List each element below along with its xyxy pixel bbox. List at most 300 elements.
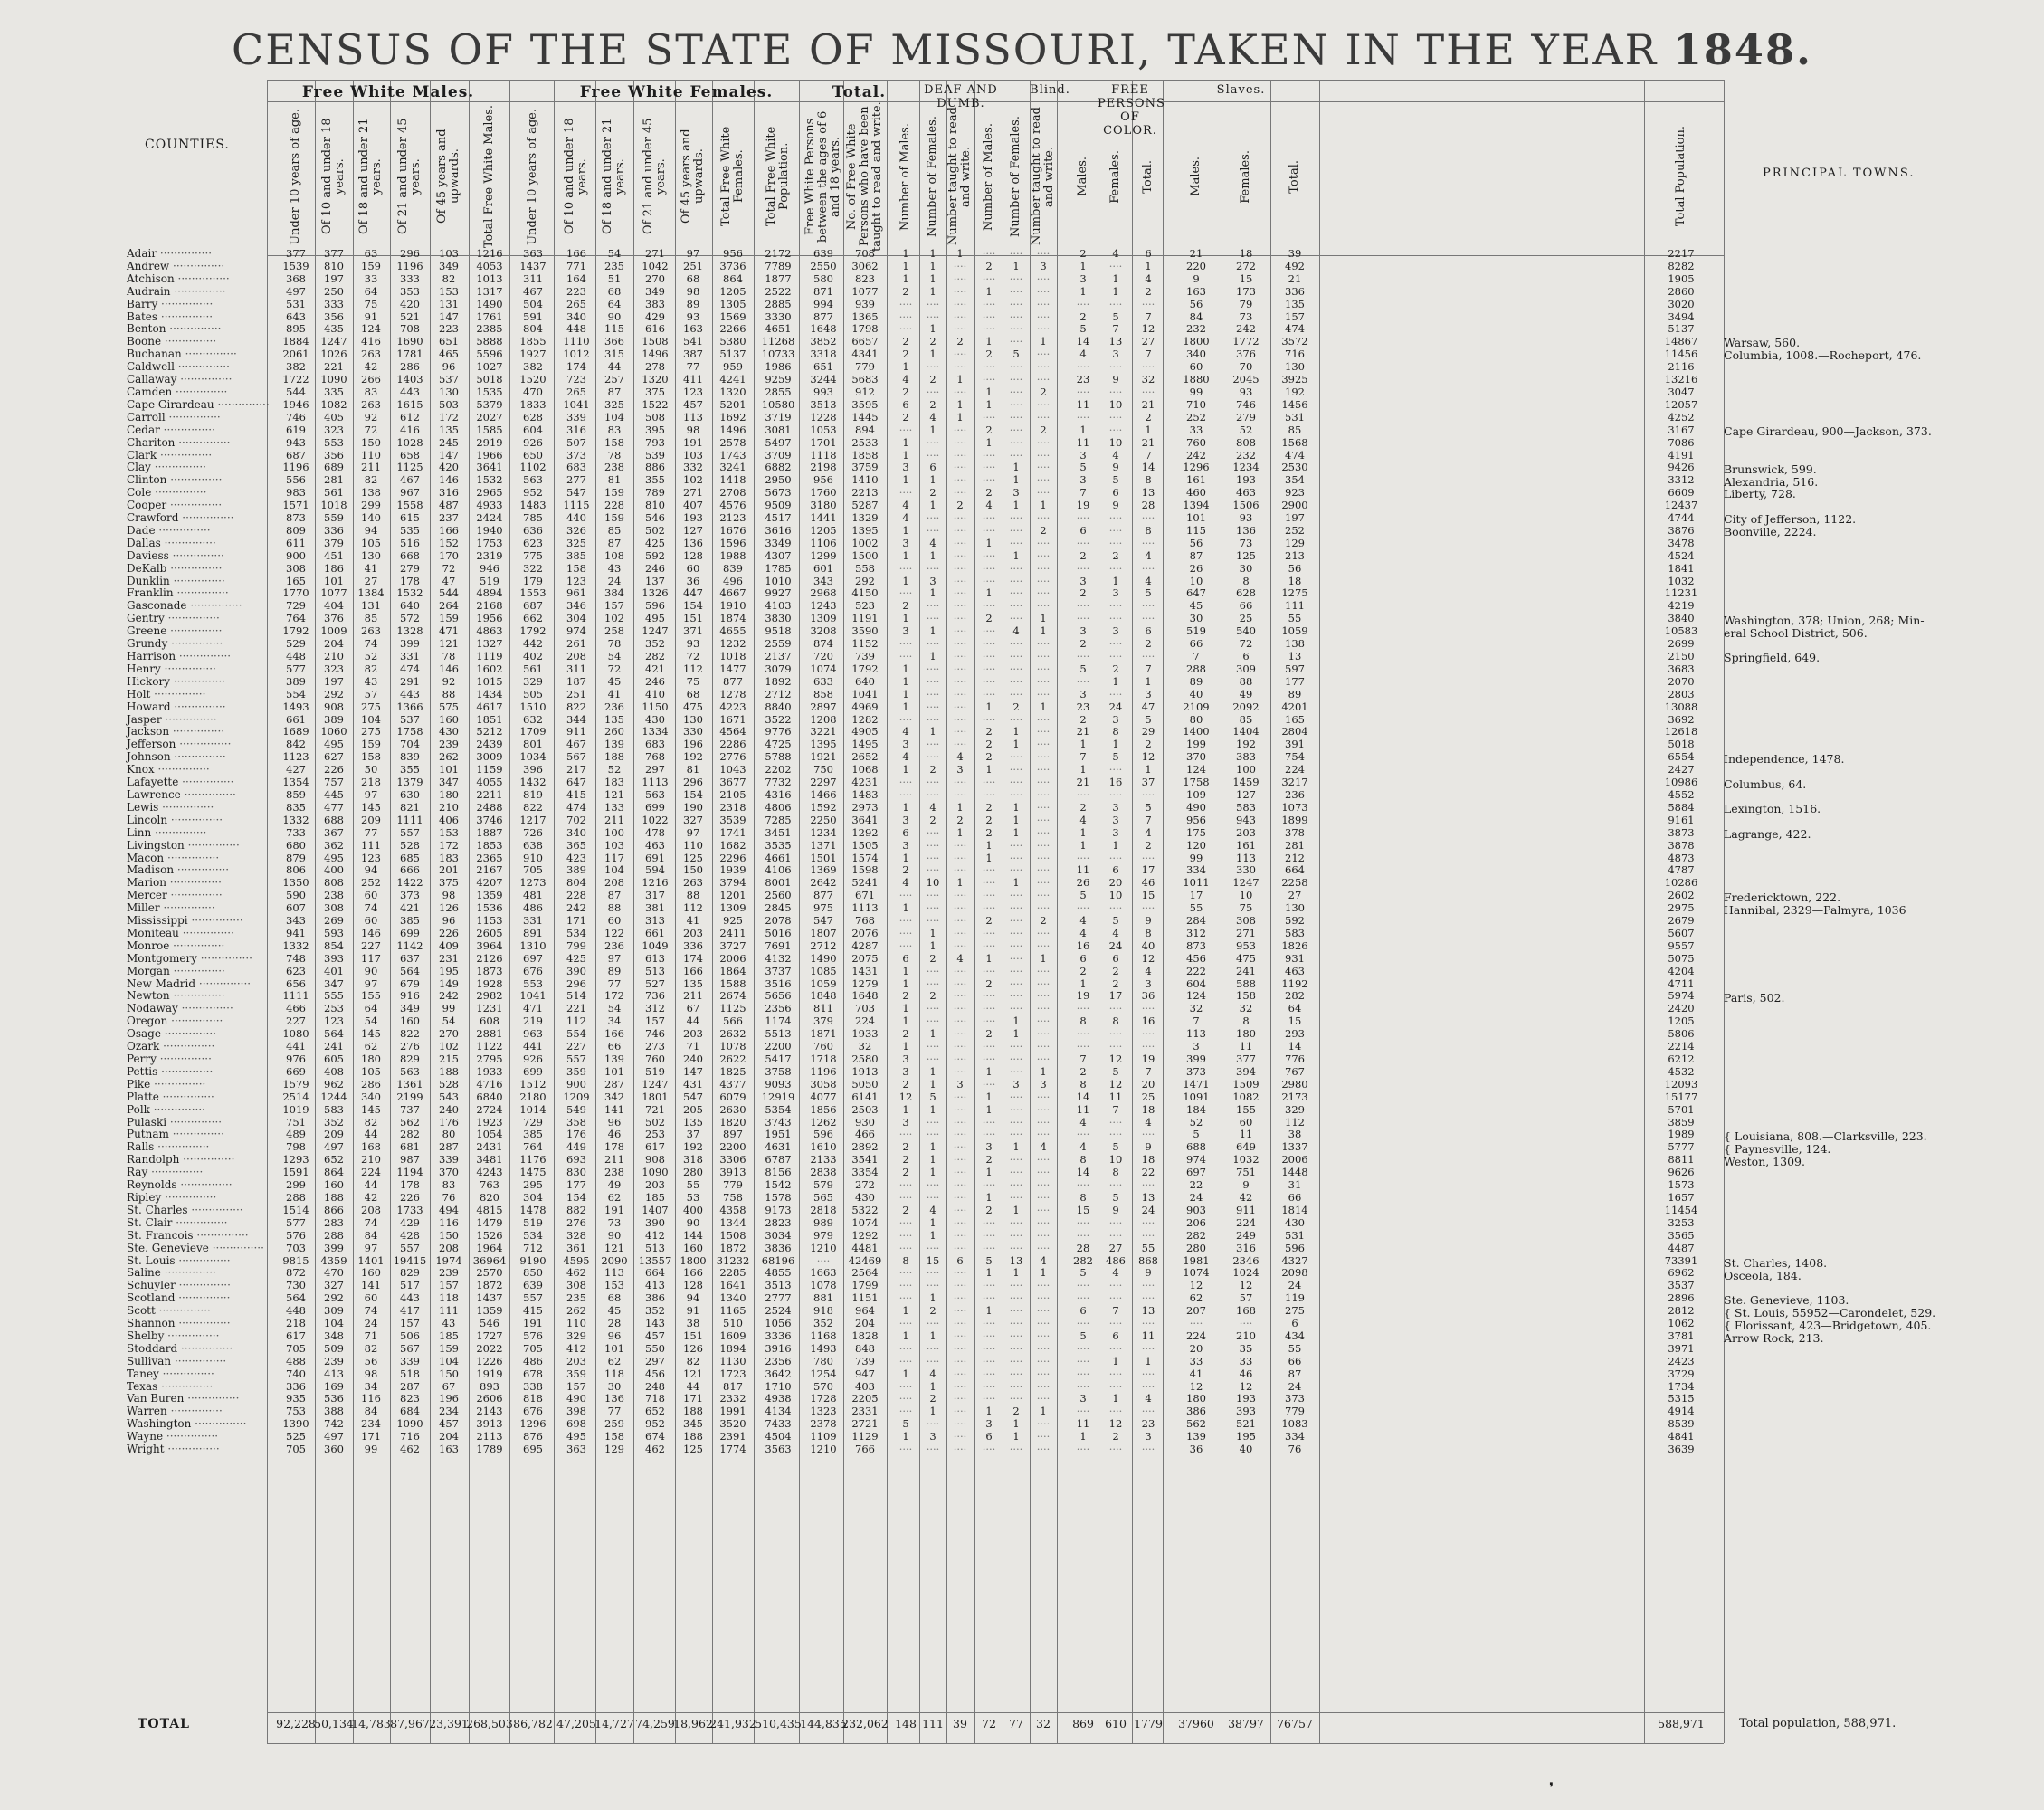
table-cell: 197	[1285, 511, 1305, 525]
table-cell: 116	[361, 1392, 381, 1405]
table-cell: 2488	[476, 800, 503, 814]
table-cell: 38	[686, 1317, 700, 1330]
table-cell: 594	[645, 863, 665, 877]
table-cell: 21	[1189, 247, 1203, 260]
table-cell: 1205	[719, 284, 746, 298]
table-cell: 918	[813, 1304, 833, 1318]
table-cell: 557	[523, 1291, 543, 1305]
table-cell: 349	[439, 259, 459, 272]
table-cell: ····	[1036, 360, 1051, 374]
table-cell: 1800	[1183, 335, 1210, 348]
table-cell: 2897	[810, 700, 837, 713]
table-cell: ····	[1076, 561, 1090, 575]
table-cell: 702	[566, 813, 586, 826]
column-heading: Free White Persons between the ages of 6 and 18 years.	[803, 110, 842, 243]
table-cell: 62	[607, 1354, 622, 1367]
table-cell: 336	[324, 523, 344, 537]
table-cell: ····	[926, 612, 940, 625]
table-cell: 1933	[476, 1064, 503, 1078]
table-cell: ····	[1036, 1354, 1051, 1367]
table-cell: 1772	[1232, 335, 1260, 348]
table-cell: ····	[898, 1190, 913, 1204]
table-cell: 956	[1186, 813, 1206, 826]
table-cell: 730	[286, 1279, 306, 1292]
table-cell: 2076	[851, 926, 879, 939]
table-cell: ····	[898, 889, 913, 902]
table-cell: 766	[855, 1443, 875, 1456]
table-cell: 2	[985, 725, 993, 738]
table-cell: 3	[1012, 486, 1020, 500]
table-cell: 44	[364, 1128, 378, 1141]
table-cell: 555	[324, 989, 344, 1003]
table-cell: ····	[1036, 297, 1051, 310]
table-cell: 172	[604, 989, 624, 1003]
table-cell: 15	[1141, 889, 1155, 902]
table-cell: 281	[1285, 838, 1305, 852]
table-cell: 143	[645, 1317, 665, 1330]
table-cell: 345	[683, 1417, 703, 1431]
table-cell: 2	[1040, 385, 1047, 398]
table-cell: 1022	[642, 813, 669, 826]
table-cell: ····	[1009, 435, 1023, 449]
table-cell: 1	[902, 964, 909, 977]
table-cell: ····	[1036, 1304, 1051, 1318]
table-cell: 930	[855, 1115, 875, 1129]
table-cell: 1	[902, 674, 909, 688]
table-cell: 187	[566, 674, 586, 688]
county-name: Linn ···············	[127, 825, 207, 839]
table-cell: 1535	[476, 385, 503, 398]
table-cell: 384	[604, 586, 624, 600]
table-cell: 1344	[719, 1215, 746, 1229]
table-cell: 767	[1285, 1064, 1305, 1078]
table-cell: 210	[324, 650, 344, 662]
table-cell: 2578	[719, 435, 746, 449]
table-cell: 1910	[719, 599, 746, 613]
table-cell: 2168	[476, 599, 503, 613]
table-cell: 3244	[810, 373, 837, 386]
table-cell: 239	[324, 1354, 344, 1367]
table-cell: 789	[645, 486, 665, 500]
table-cell: ····	[1141, 1027, 1155, 1041]
table-cell: 347	[439, 776, 459, 789]
table-cell: 1	[902, 473, 909, 487]
table-cell: ····	[1141, 561, 1155, 575]
table-cell: 5	[1012, 348, 1020, 361]
table-cell: 329	[1285, 1102, 1305, 1116]
table-cell: ····	[1009, 1354, 1023, 1367]
table-cell: 174	[566, 360, 586, 374]
table-cell: 157	[1285, 310, 1305, 323]
table-cell: ····	[953, 1241, 967, 1254]
table-cell: 1	[1012, 738, 1020, 751]
table-cell: ····	[982, 1115, 996, 1129]
table-cell: 116	[439, 1215, 459, 1229]
table-cell: 78	[442, 650, 456, 662]
table-cell: 2965	[476, 486, 503, 500]
table-cell: 605	[324, 1053, 344, 1065]
table-cell: 740	[286, 1367, 306, 1380]
table-cell: 703	[855, 1002, 875, 1015]
table-cell: 11	[1076, 397, 1090, 411]
table-cell: 3336	[765, 1329, 792, 1342]
table-cell: 1	[1112, 674, 1119, 688]
table-cell: ····	[982, 461, 996, 474]
table-cell: 96	[607, 1115, 622, 1129]
data-column	[635, 248, 675, 1456]
table-cell: 20	[1108, 876, 1123, 890]
table-cell: 277	[566, 473, 586, 487]
table-cell: 5050	[851, 1077, 879, 1091]
table-cell: 699	[645, 800, 665, 814]
table-cell: ····	[982, 511, 996, 525]
table-cell: 859	[286, 787, 306, 801]
table-cell: 5016	[765, 926, 792, 939]
table-cell: 4595	[563, 1253, 590, 1267]
table-cell: 8	[1242, 574, 1250, 587]
table-cell: 90	[607, 1228, 622, 1242]
table-cell: 2	[1112, 964, 1119, 977]
table-cell: 2	[1145, 738, 1152, 751]
table-cell: 367	[324, 825, 344, 839]
principal-town: St. Charles, 1408.	[1724, 1255, 1828, 1270]
county-name: St. Francois ···············	[127, 1228, 249, 1242]
table-cell: 799	[566, 938, 586, 952]
table-cell: 1176	[519, 1153, 547, 1167]
table-cell: 1	[929, 259, 936, 272]
table-cell: 204	[324, 637, 344, 651]
ink-mark: ❜	[1549, 1779, 1554, 1796]
table-cell: 5683	[851, 373, 879, 386]
table-cell: ····	[953, 863, 967, 877]
table-cell: 4231	[851, 776, 879, 789]
table-cell: 130	[361, 548, 381, 562]
table-cell: 608	[480, 1015, 499, 1028]
table-cell: 2022	[476, 1341, 503, 1355]
county-name: Wright ···············	[127, 1443, 220, 1456]
table-cell: 12	[898, 1090, 913, 1103]
table-cell: 3878	[1668, 838, 1695, 852]
table-cell: 3009	[476, 750, 503, 764]
data-column	[391, 248, 429, 1456]
table-cell: 1	[902, 612, 909, 625]
table-cell: 340	[566, 825, 586, 839]
county-name: Knox ···············	[127, 763, 210, 776]
table-cell: 1770	[282, 586, 309, 600]
table-cell: 4	[902, 876, 909, 890]
table-cell: 6	[1112, 863, 1119, 877]
table-cell: ····	[1141, 1279, 1155, 1292]
table-cell: 201	[439, 863, 459, 877]
table-cell: 2	[1145, 637, 1152, 651]
table-cell: 4	[929, 536, 936, 549]
table-cell: 386	[645, 1291, 665, 1305]
county-name: Montgomery ···············	[127, 951, 252, 965]
table-cell: 272	[855, 1178, 875, 1192]
table-cell: 2133	[810, 1153, 837, 1167]
table-cell: 2	[985, 750, 993, 764]
table-cell: ····	[1141, 1341, 1155, 1355]
table-cell: 242	[439, 989, 459, 1003]
table-cell: 471	[439, 624, 459, 638]
table-cell: 1130	[719, 1354, 746, 1367]
table-cell: ····	[982, 548, 996, 562]
table-cell: 1	[1012, 473, 1020, 487]
table-cell: ····	[1076, 385, 1090, 398]
table-cell: 1247	[642, 1077, 669, 1091]
total-value: 50,134	[314, 1717, 354, 1730]
table-cell: ····	[926, 687, 940, 700]
table-cell: 9626	[1668, 1166, 1695, 1179]
table-cell: 2	[902, 1027, 909, 1041]
table-cell: 2202	[765, 763, 792, 776]
table-cell: 8539	[1668, 1417, 1695, 1431]
column-rule	[267, 80, 268, 1743]
table-cell: 188	[604, 750, 624, 764]
table-cell: 1	[929, 1027, 936, 1041]
table-cell: 41	[1189, 1367, 1203, 1380]
table-cell: 2679	[1668, 914, 1695, 928]
table-cell: ····	[1076, 536, 1090, 549]
table-cell: 5379	[476, 397, 503, 411]
table-cell: 2712	[810, 938, 837, 952]
table-cell: 339	[439, 1153, 459, 1167]
table-cell: 1010	[765, 574, 792, 587]
table-cell: 5	[1145, 800, 1152, 814]
table-cell: 178	[400, 574, 420, 587]
table-cell: 78	[607, 637, 622, 651]
table-cell: 34	[364, 1379, 378, 1393]
table-cell: 3221	[810, 725, 837, 738]
table-cell: 1401	[357, 1253, 385, 1267]
table-cell: 4201	[1281, 700, 1308, 713]
table-cell: ····	[898, 712, 913, 726]
table-cell: 4552	[1668, 787, 1695, 801]
table-cell: ····	[1036, 348, 1051, 361]
table-cell: 210	[1236, 1329, 1256, 1342]
table-cell: 768	[645, 750, 665, 764]
table-cell: 224	[855, 1015, 875, 1028]
table-cell: 630	[400, 787, 420, 801]
table-cell: 4	[1112, 247, 1119, 260]
table-cell: 1506	[1232, 499, 1260, 512]
table-cell: 4711	[1668, 976, 1695, 990]
table-cell: 158	[1236, 989, 1256, 1003]
table-cell: 583	[1236, 800, 1256, 814]
table-cell: 253	[645, 1128, 665, 1141]
table-cell: 1	[1040, 1266, 1047, 1280]
table-cell: 1254	[810, 1367, 837, 1380]
table-cell: 1068	[851, 763, 879, 776]
table-cell: 57	[1239, 1291, 1253, 1305]
table-cell: 4481	[851, 1241, 879, 1254]
table-cell: 327	[324, 1279, 344, 1292]
table-cell: ····	[1108, 1291, 1123, 1305]
table-cell: 5596	[476, 348, 503, 361]
table-cell: 354	[1285, 473, 1305, 487]
table-cell: 640	[400, 599, 420, 613]
table-cell: 5	[1079, 1329, 1087, 1342]
total-value: 610	[1105, 1717, 1127, 1730]
table-cell: 1091	[1183, 1090, 1210, 1103]
county-name: Jackson ···············	[127, 725, 225, 738]
table-cell: ····	[1009, 1190, 1023, 1204]
table-cell: ····	[953, 612, 967, 625]
table-cell: 89	[1288, 687, 1302, 700]
data-column	[803, 248, 844, 1456]
table-cell: 2982	[476, 989, 503, 1003]
table-cell: 967	[400, 486, 420, 500]
table-cell: 10580	[761, 397, 795, 411]
table-cell: ····	[926, 1354, 940, 1367]
table-cell: ····	[898, 1215, 913, 1229]
table-cell: 76	[442, 1190, 456, 1204]
table-cell: 1	[902, 1367, 909, 1380]
table-cell: 952	[645, 1417, 665, 1431]
table-cell: 45	[607, 674, 622, 688]
table-cell: ····	[982, 964, 996, 977]
column-heading: Total Free White Females.	[719, 126, 746, 227]
table-cell: 1723	[719, 1367, 746, 1380]
table-cell: 34	[607, 1015, 622, 1028]
table-cell: ····	[1076, 1128, 1090, 1141]
table-cell: 124	[1186, 989, 1206, 1003]
column-rule	[554, 80, 555, 1743]
table-cell: 3852	[810, 335, 837, 348]
table-cell: 4	[1079, 926, 1087, 939]
table-cell: 5884	[1668, 800, 1695, 814]
table-cell: 64	[364, 284, 378, 298]
table-cell: 517	[400, 1279, 420, 1292]
table-cell: 282	[1285, 989, 1305, 1003]
table-cell: ····	[1108, 1367, 1123, 1380]
table-cell: 477	[324, 800, 344, 814]
table-cell: ····	[1076, 511, 1090, 525]
county-name: Dunklin ···············	[127, 574, 225, 587]
table-cell: 564	[286, 1291, 306, 1305]
table-cell: 1232	[719, 637, 746, 651]
table-cell: 3709	[765, 448, 792, 462]
table-cell: ····	[1076, 1405, 1090, 1418]
table-cell: 4077	[810, 1090, 837, 1103]
table-cell: 1165	[719, 1304, 746, 1318]
table-cell: 98	[442, 889, 456, 902]
table-cell: 94	[364, 863, 378, 877]
table-cell: 748	[286, 951, 306, 965]
table-cell: ····	[1036, 561, 1051, 575]
table-cell: ····	[953, 901, 967, 915]
table-cell: ····	[953, 486, 967, 500]
table-cell: 27	[1288, 889, 1302, 902]
table-cell: 3727	[719, 938, 746, 952]
table-cell: 2975	[1668, 901, 1695, 915]
table-cell: 412	[645, 1228, 665, 1242]
table-cell: 1871	[810, 1027, 837, 1041]
table-cell: 5788	[765, 750, 792, 764]
table-cell: 211	[604, 813, 624, 826]
table-cell: ····	[1076, 297, 1090, 310]
table-cell: 2427	[1668, 763, 1695, 776]
table-cell: 3330	[765, 310, 792, 323]
table-cell: 2	[902, 348, 909, 361]
table-cell: 1	[1112, 1392, 1119, 1405]
table-cell: ····	[898, 297, 913, 310]
table-cell: 2	[902, 1140, 909, 1154]
table-cell: 1201	[719, 889, 746, 902]
column-rule	[633, 80, 634, 1743]
table-cell: 1923	[476, 1115, 503, 1129]
table-cell: 415	[523, 1304, 543, 1318]
table-cell: 912	[855, 385, 875, 398]
table-cell: 2	[1112, 1430, 1119, 1443]
column-heading: Number of Females.	[1009, 116, 1022, 237]
table-cell: 866	[324, 1203, 344, 1216]
total-value: 241,932	[709, 1717, 756, 1730]
table-cell: 2199	[396, 1090, 423, 1103]
table-cell: 160	[361, 1266, 381, 1280]
table-cell: 158	[566, 561, 586, 575]
table-cell: ····	[953, 976, 967, 990]
county-name: Dade ···············	[127, 523, 211, 537]
table-cell: 87	[607, 385, 622, 398]
table-cell: 1	[1040, 1064, 1047, 1078]
table-cell: 304	[523, 1190, 543, 1204]
total-value: 111	[922, 1717, 944, 1730]
table-cell: ····	[1108, 410, 1123, 424]
table-cell: ····	[1009, 1228, 1023, 1242]
table-cell: 1	[1012, 876, 1020, 890]
table-cell: ····	[816, 1253, 831, 1267]
table-cell: 192	[683, 750, 703, 764]
table-cell: ····	[898, 926, 913, 939]
table-cell: 60	[364, 889, 378, 902]
table-cell: 22	[1189, 1178, 1203, 1192]
table-cell: ····	[1036, 599, 1051, 613]
principal-town: Columbus, 64.	[1724, 776, 1807, 791]
table-cell: 685	[400, 851, 420, 864]
table-cell: 235	[604, 259, 624, 272]
table-cell: ····	[1036, 1115, 1051, 1129]
table-cell: 3537	[1668, 1279, 1695, 1292]
table-cell: 513	[645, 1241, 665, 1254]
table-cell: 443	[400, 687, 420, 700]
table-cell: 871	[813, 284, 833, 298]
table-cell: 260	[604, 725, 624, 738]
table-cell: ····	[1036, 674, 1051, 688]
table-cell: 141	[361, 1279, 381, 1292]
table-cell: 2346	[1232, 1253, 1260, 1267]
table-cell: ····	[982, 926, 996, 939]
table-cell: 2	[929, 1304, 936, 1318]
table-cell: ····	[1009, 523, 1023, 537]
table-cell: 804	[523, 322, 543, 336]
table-cell: 528	[439, 1077, 459, 1091]
table-cell: ····	[953, 637, 967, 651]
table-cell: ····	[982, 1128, 996, 1141]
table-cell: 451	[324, 548, 344, 562]
county-name: DeKalb ···············	[127, 561, 223, 575]
table-cell: 4744	[1668, 511, 1695, 525]
table-cell: 3081	[765, 423, 792, 436]
table-cell: 4	[1112, 1266, 1119, 1280]
table-cell: 121	[683, 1367, 703, 1380]
table-cell: 4	[1145, 1392, 1152, 1405]
table-cell: 1761	[476, 310, 503, 323]
table-cell: 1	[1112, 284, 1119, 298]
county-name: Boone ···············	[127, 335, 217, 348]
table-cell: 139	[604, 738, 624, 751]
table-cell: 2896	[1668, 1291, 1695, 1305]
